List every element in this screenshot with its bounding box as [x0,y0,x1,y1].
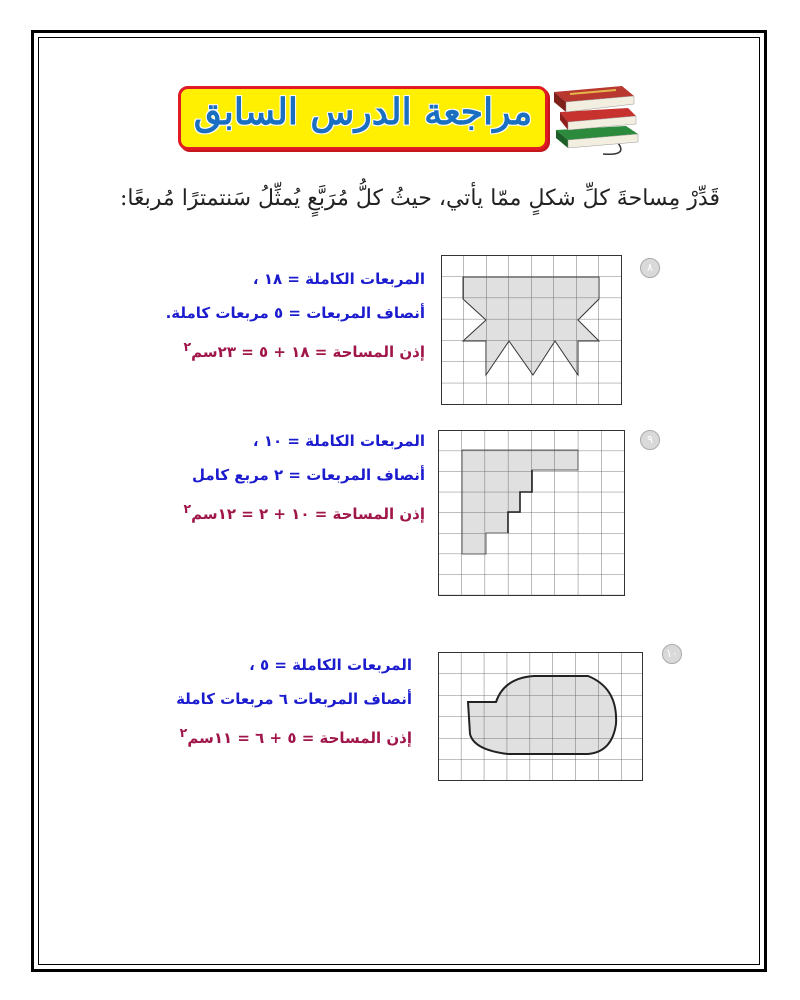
area-text: إذن المساحة = ١٠ + ٢ = ١٢سم$^٢$ [183,501,425,523]
exercise-10-grid [438,652,644,782]
exercise-8-grid [441,255,623,405]
area-text: إذن المساحة = ١٨ + ٥ = ٢٣سم$^٢$ [183,339,425,361]
books-stack-icon [548,68,643,158]
exercise-9-answer [184,424,425,526]
exercise-9-number: ٩ [640,430,660,450]
full-squares-text: المربعات الكاملة = ٥ ، [249,656,412,674]
half-squares-text: أنصاف المربعات = ٢ مربع كامل [192,466,425,484]
full-squares-text: المربعات الكاملة = ١٠ ، [252,432,425,450]
half-squares-text: أنصاف المربعات ٦ مربعات كاملة [176,690,412,708]
half-squares-text: أنصاف المربعات = ٥ مربعات كاملة. [165,304,425,322]
exercise-10-answer [176,648,412,750]
page-title: مراجعة الدرس السابق [193,91,533,133]
exercise-9-grid [438,430,626,596]
exercise-8-number: ٨ [640,258,660,278]
lesson-review-banner [178,86,548,150]
exercise-8-answer [166,262,425,364]
area-text: إذن المساحة = ٥ + ٦ = ١١سم$^٢$ [179,725,412,747]
exercise-10-number: ١٠ [662,644,682,664]
exercise-instruction: قَدِّرْ مِساحةَ كلِّ شكلٍ ممّا يأتي، حيثُ كلُّ مُرَبَّعٍ يُمثِّلُ سَنتمترًا مُربعًا: [119,186,720,211]
full-squares-text: المربعات الكاملة = ١٨ ، [252,270,425,288]
